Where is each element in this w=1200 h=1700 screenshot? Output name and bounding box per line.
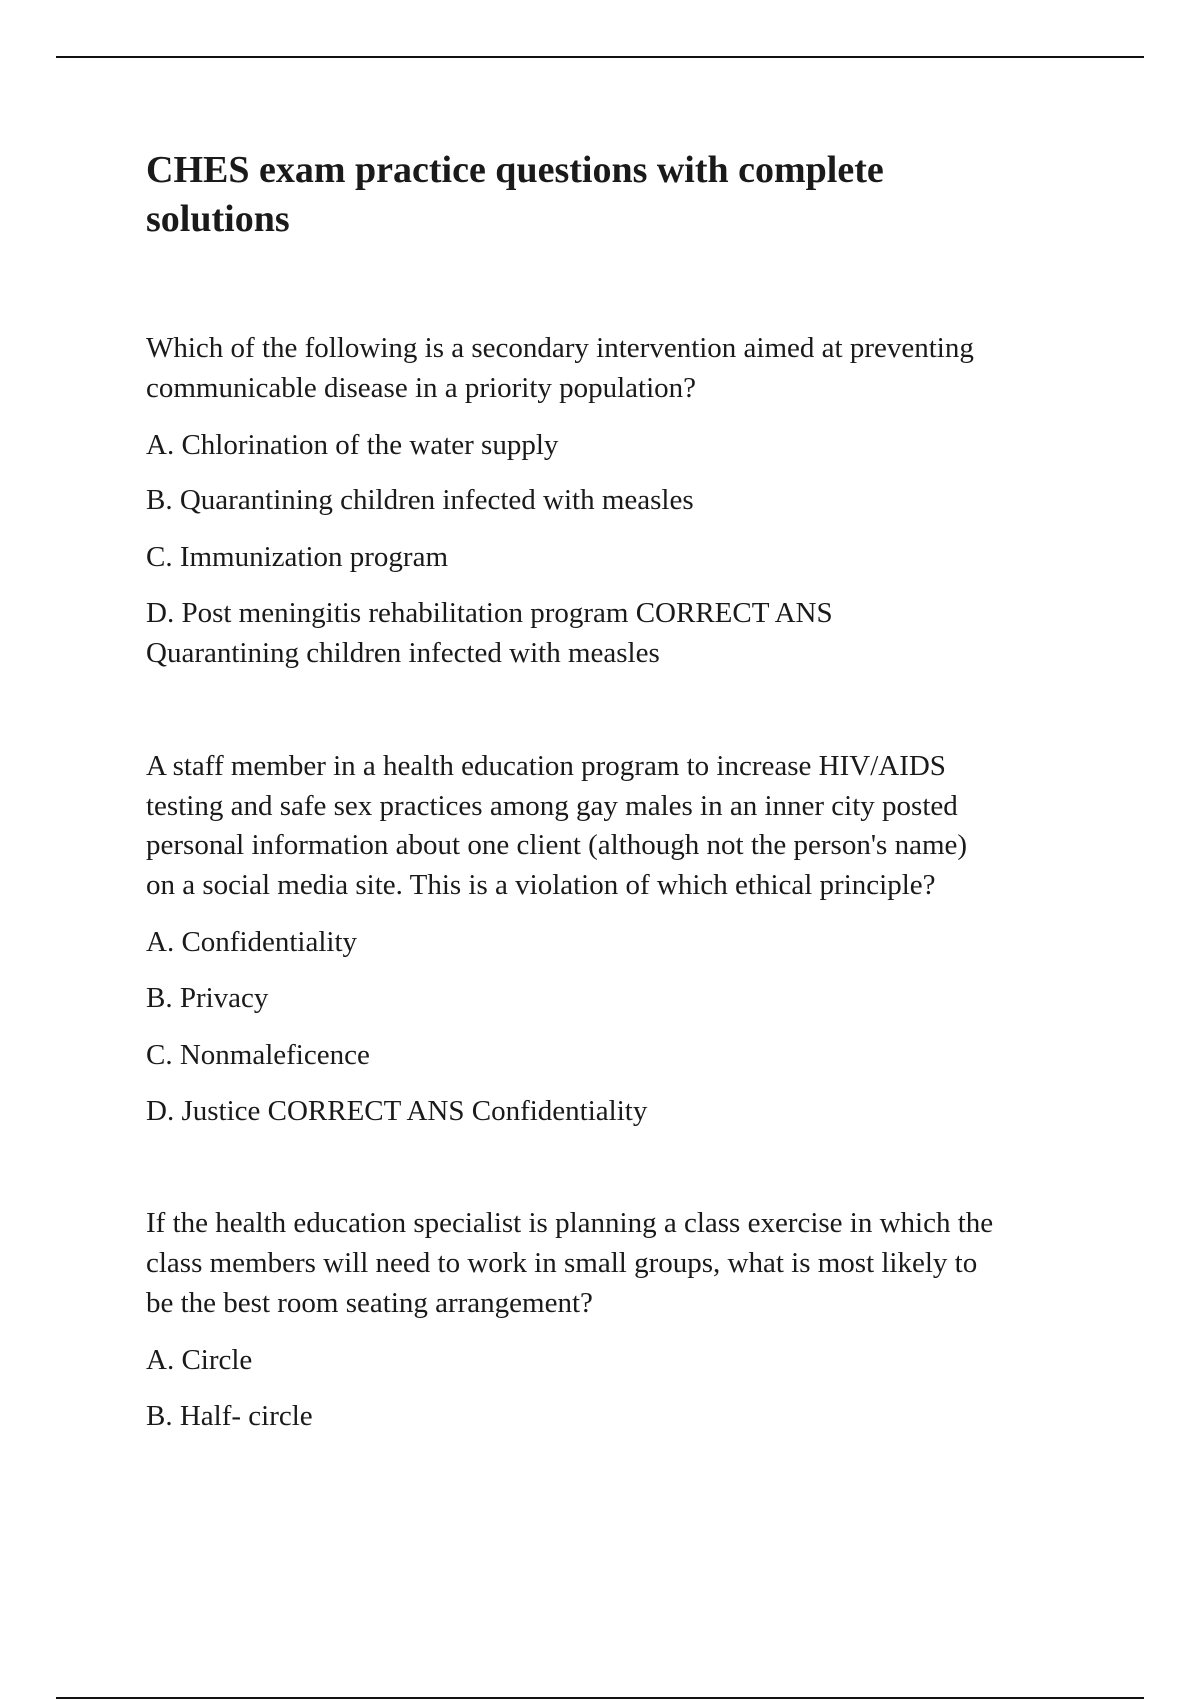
question-stem: Which of the following is a secondary intervention aimed at preventing — [146, 332, 974, 364]
question-stem: testing and safe sex practices among gay males in an inner city posted — [146, 790, 958, 822]
question-stem: communicable disease in a priority population? — [146, 372, 697, 404]
option-d: D. Justice CORRECT ANS Confidentiality — [146, 1095, 648, 1127]
question-stem: If the health education specialist is planning a class exercise in which the — [146, 1207, 994, 1239]
option-a: A. Circle — [146, 1344, 253, 1376]
option-a: A. Confidentiality — [146, 926, 358, 958]
question-stem: on a social media site. This is a violation of which ethical principle? — [146, 869, 936, 901]
document-title: CHES exam practice questions with complete — [146, 149, 884, 191]
document-title-cont: solutions — [146, 198, 290, 240]
question-stem: personal information about one client (although not the person's name) — [146, 829, 968, 861]
option-a: A. Chlorination of the water supply — [146, 429, 559, 461]
top-rule — [56, 56, 1144, 58]
question-stem: be the best room seating arrangement? — [146, 1287, 593, 1319]
option-b: B. Half- circle — [146, 1400, 313, 1432]
option-c: C. Nonmaleficence — [146, 1039, 370, 1071]
correct-answer: Quarantining children infected with measles — [146, 637, 660, 669]
option-b: B. Quarantining children infected with measles — [146, 484, 694, 516]
option-c: C. Immunization program — [146, 541, 449, 573]
option-b: B. Privacy — [146, 982, 269, 1014]
question-stem: A staff member in a health education program to increase HIV/AIDS — [146, 750, 946, 782]
option-d: D. Post meningitis rehabilitation program CORRECT ANS — [146, 597, 833, 629]
bottom-rule — [56, 1697, 1144, 1699]
question-stem: class members will need to work in small groups, what is most likely to — [146, 1247, 978, 1279]
